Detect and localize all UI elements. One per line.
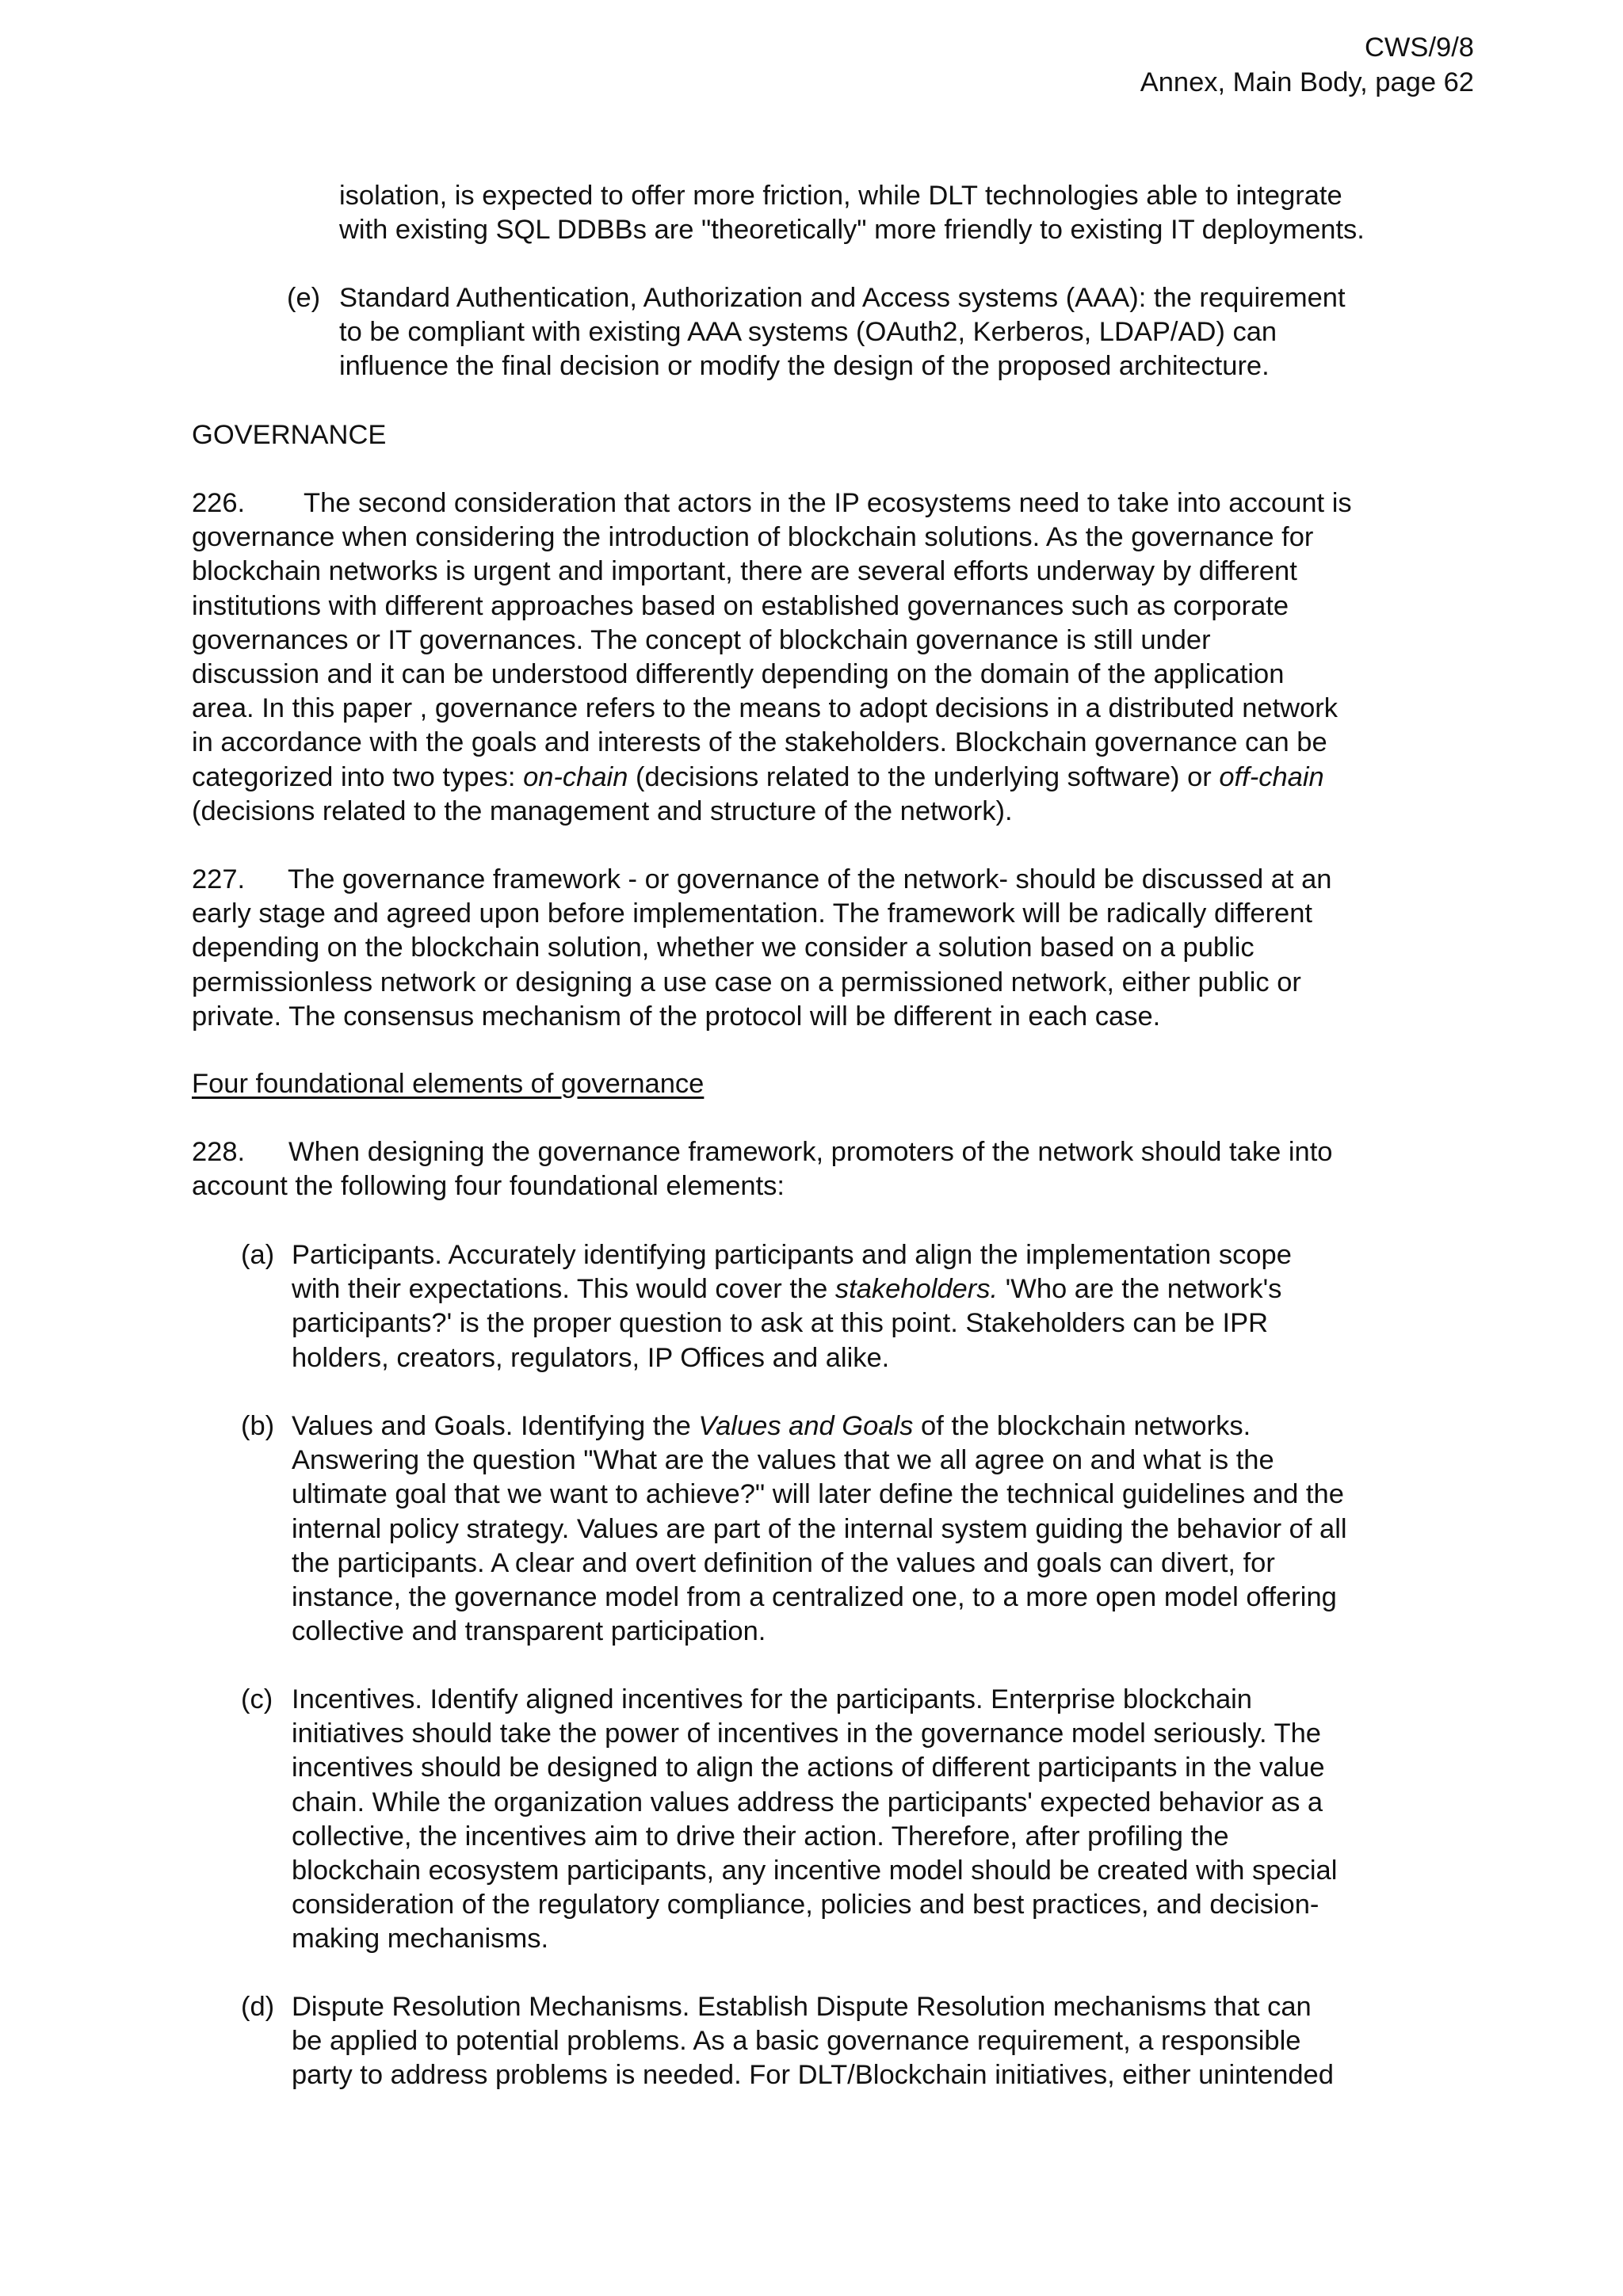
list-text-a: Participants. Accurately identifying participants and align the implementation scope with their expectations. This would cover the stakeholders. 'Who are the network's participants?' is the proper question to ask at this point. Stakeholders can be IPR holders, creators, regulators, IP Offices and alike.	[292, 1240, 1292, 1373]
continuation-text: isolation, is expected to offer more friction, while DLT technologies able to integrate with existing SQL DDBBs are "theoretically" more friendly to existing IT deployments.	[339, 181, 1365, 246]
list-item-d	[192, 1990, 1499, 2093]
paragraph-number: 228.	[192, 1137, 246, 1167]
list-label-a: (a)	[241, 1240, 275, 1270]
list-item-c	[192, 1683, 1499, 1957]
emphasis-on-chain: on-chain	[523, 761, 628, 792]
document-code: CWS/9/8	[1364, 32, 1474, 63]
list-label-c: (c)	[241, 1684, 273, 1714]
list-text-b: Values and Goals. Identifying the Values and Goals of the blockchain networks. Answering the question "What are the values that we all agree on and what is the ultimate goal that we want to achieve?" will later define the technical guidelines and the internal policy strategy. Values are part of the internal system guiding the behavior of all the participants. A clear and overt definition of the values and goals can divert, for instance, the governance model from a centralized one, to a more open model offering collective and transparent participation.	[292, 1411, 1347, 1647]
list-text-c: Incentives. Identify aligned incentives for the participants. Enterprise blockchain initiatives should take the power of incentives in the governance model seriously. The incentives should be designed to align the actions of different participants in the value chain. While the organization values address the participants' expected behavior as a collective, the incentives aim to drive their action. Therefore, after profiling the blockchain ecosystem participants, any incentive model should be created with special consideration of the regulatory compliance, policies and best practices, and decision- making mechanisms.	[292, 1684, 1338, 1955]
paragraph-227: 227. The governance framework - or governance of the network- should be discussed at an early stage and agreed upon before implementation. The framework will be radically different depending on the blockchain solution, whether we consider a solution based on a public permissionless network or designing a use case on a permissioned network, either public or private. The consensus mechanism of the protocol will be different in each case.	[192, 864, 1332, 1032]
list-label-d: (d)	[241, 1992, 275, 2022]
emphasis-off-chain: off-chain	[1219, 761, 1324, 792]
paragraph-number: 226.	[192, 488, 246, 518]
paragraph-226: 226. The second consideration that actors in the IP ecosystems need to take into account is governance when considering the introduction of blockchain solutions. As the governance for blockchain networks is urgent and important, there are several efforts underway by different institutions with different approaches based on established governances such as corporate governances or IT governances. The concept of blockchain governance is still under discussion and it can be understood differently depending on the domain of the application area. In this paper , governance refers to the means to adopt decisions in a distributed network in accordance with the goals and interests of the stakeholders. Blockchain governance can be categorized into two types: on-chain (decisions related to the underlying software) or off-chain (decisions related to the management and structure of the network).	[192, 488, 1352, 826]
paragraph-228: 228. When designing the governance framework, promoters of the network should take into account the following four foundational elements:	[192, 1137, 1333, 1202]
list-item-b	[192, 1409, 1499, 1649]
emphasis-values-goals: Values and Goals	[698, 1411, 914, 1441]
page-reference: Annex, Main Body, page 62	[1140, 67, 1474, 97]
list-item-e	[192, 281, 1499, 384]
list-text-d: Dispute Resolution Mechanisms. Establish Dispute Resolution mechanisms that can be applied to potential problems. As a basic governance requirement, a responsible party to address problems is needed. For DLT/Blockchain initiatives, either unintended	[292, 1992, 1334, 2091]
list-item-a	[192, 1238, 1499, 1375]
paragraph-number: 227.	[192, 864, 246, 894]
list-text-e: Standard Authentication, Authorization and Access systems (AAA): the requirement to be compliant with existing AAA systems (OAuth2, Kerberos, LDAP/AD) can influence the final decision or modify the design of the proposed architecture.	[339, 283, 1346, 382]
page-header	[1140, 30, 1474, 100]
list-label-b: (b)	[241, 1411, 275, 1441]
section-heading-governance: GOVERNANCE	[192, 420, 387, 450]
list-label-e: (e)	[287, 283, 321, 313]
subheading-foundational-elements: Four foundational elements of governance	[192, 1069, 705, 1099]
emphasis-stakeholders: stakeholders.	[834, 1274, 999, 1305]
